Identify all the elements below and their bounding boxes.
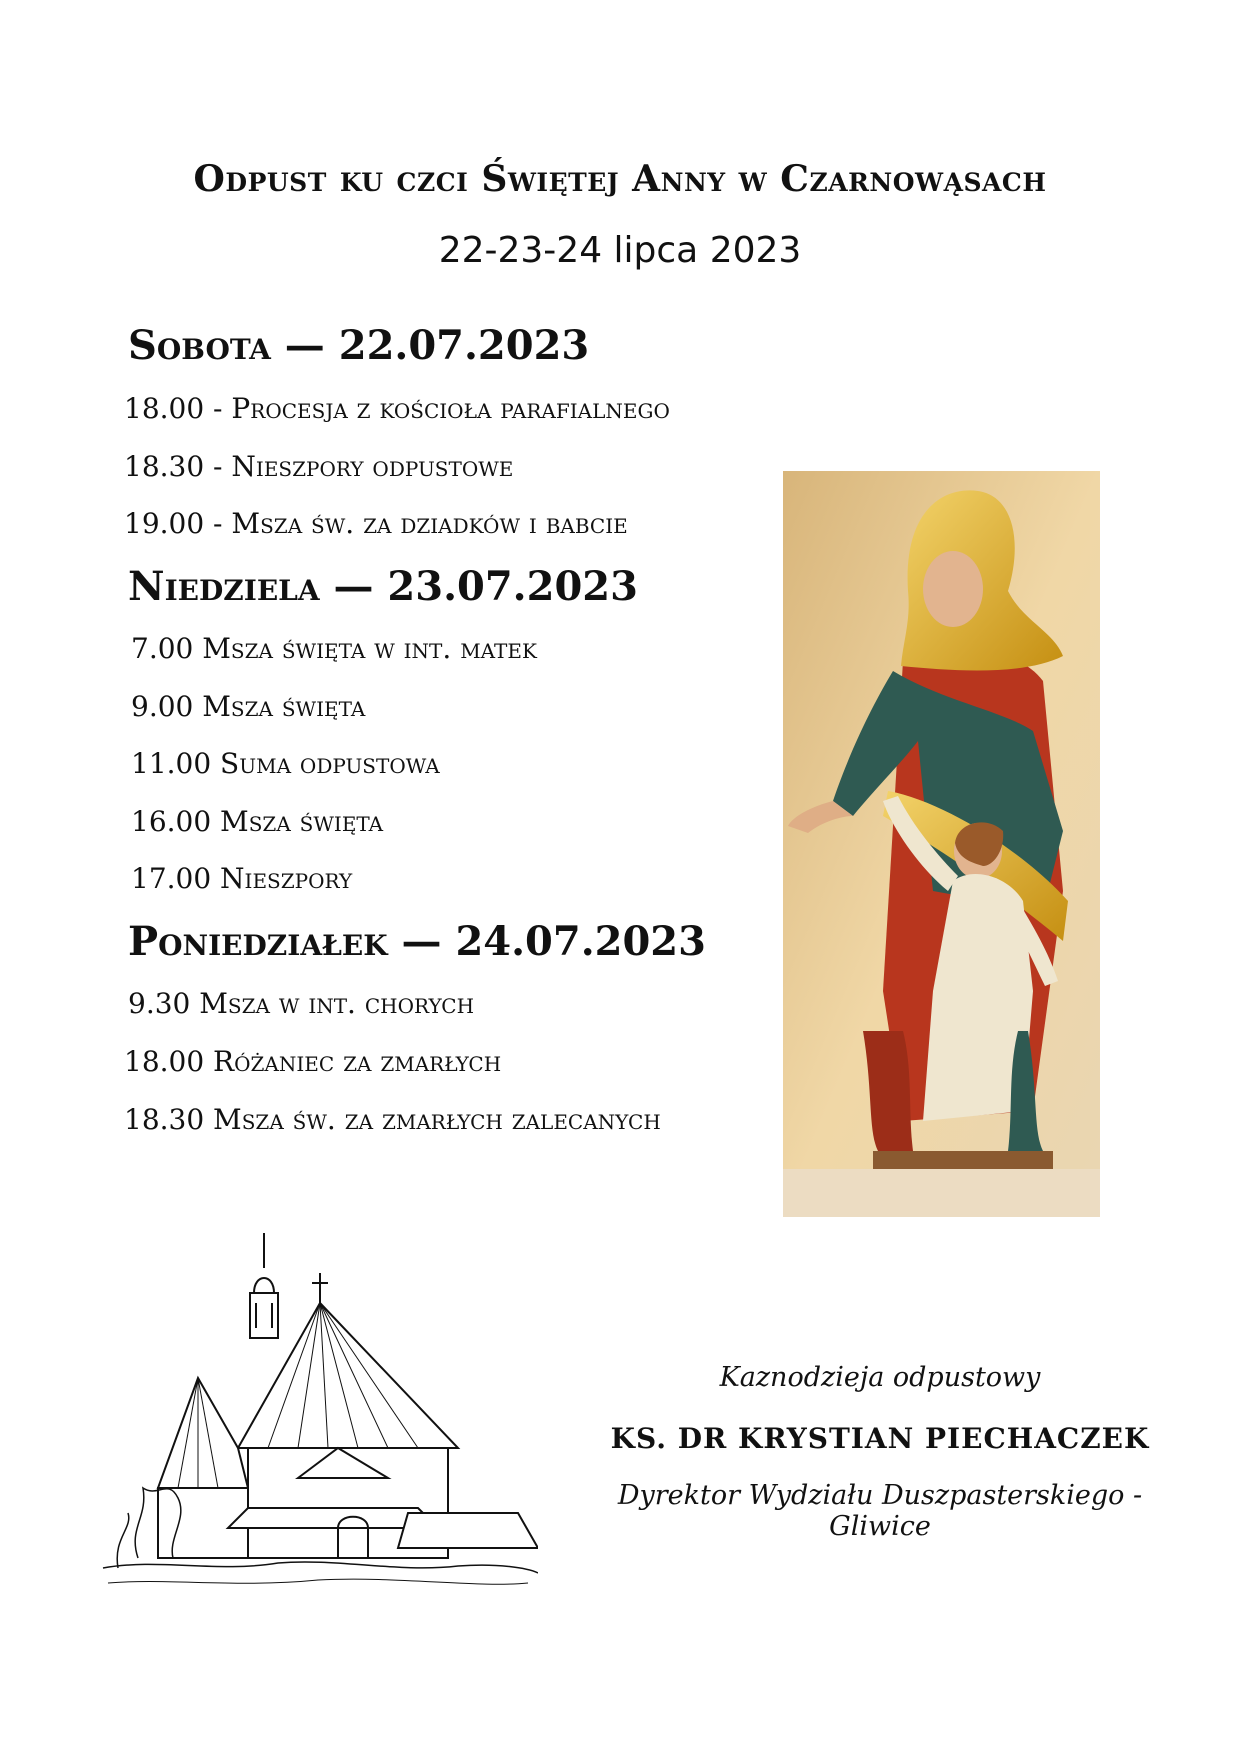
preacher-role: Kaznodzieja odpustowy (719, 1362, 1041, 1393)
schedule-item: 11.00 Suma odpustowa (131, 747, 440, 780)
day-heading-monday: Poniedziałek — 24.07.2023 (128, 918, 706, 965)
day-heading-sunday: Niedziela — 23.07.2023 (128, 563, 638, 610)
schedule-item: 18.30 - Nieszpory odpustowe (124, 450, 514, 483)
saint-anne-statue-image (783, 471, 1100, 1217)
schedule-item: 18.00 - Procesja z kościoła parafialnego (124, 392, 670, 425)
schedule-item: 18.00 Różaniec za zmarłych (124, 1045, 502, 1078)
schedule-item: 9.30 Msza w int. chorych (128, 987, 475, 1020)
schedule-item: 16.00 Msza święta (131, 805, 384, 838)
day-heading-saturday: Sobota — 22.07.2023 (128, 322, 590, 369)
event-dates: 22-23-24 lipca 2023 (438, 230, 802, 271)
schedule-item: 9.00 Msza święta (131, 690, 366, 723)
preacher-description: Dyrektor Wydziału Duszpasterskiego - Gliwice (617, 1480, 1143, 1542)
wooden-church-drawing (98, 1228, 538, 1598)
schedule-item: 19.00 - Msza św. za dziadków i babcie (124, 507, 628, 540)
page-title: Odpust ku czci Świętej Anny w Czarnowąsach (193, 158, 1047, 200)
preacher-name: KS. DR KRYSTIAN PIECHACZEK (610, 1422, 1150, 1455)
schedule-item: 7.00 Msza święta w int. matek (131, 632, 537, 665)
schedule-item: 18.30 Msza św. za zmarłych zalecanych (124, 1103, 661, 1136)
schedule-item: 17.00 Nieszpory (131, 862, 353, 895)
